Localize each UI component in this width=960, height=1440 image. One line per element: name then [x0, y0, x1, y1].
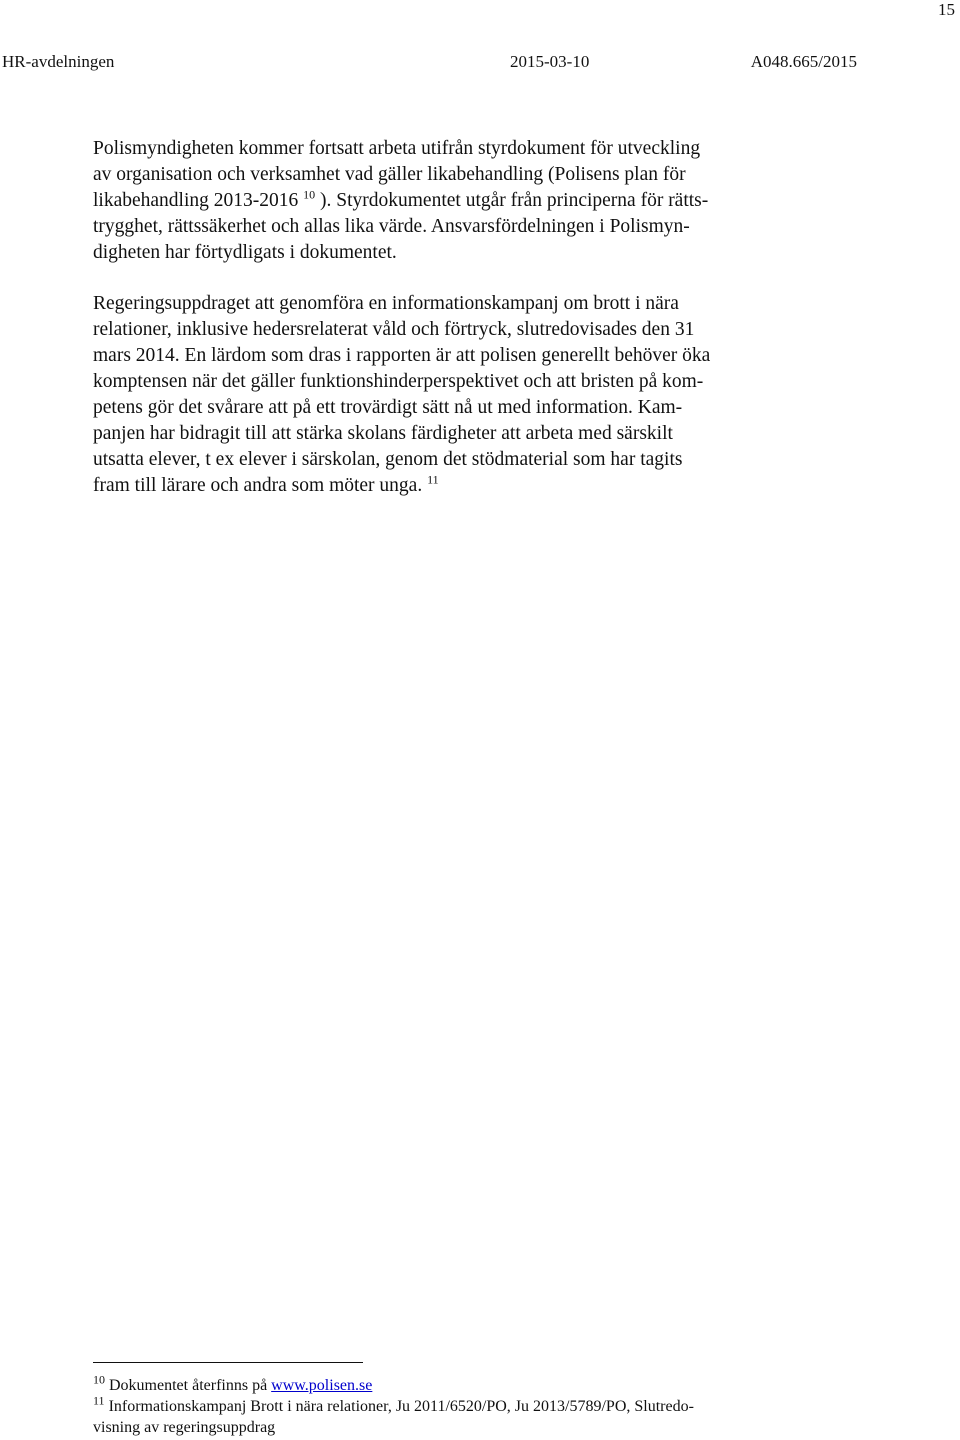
- document-header: [0, 50, 960, 74]
- footnote-10-number: 10: [93, 1372, 105, 1387]
- header-date: 2015-03-10: [510, 52, 590, 71]
- polisen-link[interactable]: www.polisen.se: [271, 1377, 373, 1394]
- paragraph-1-text-after: ). Styrdokumentet utgår från principerna för rätts- trygghet, rättssäkerhet och allas lika värde. Ansvarsfördelningen i Polismyn- digheten har förtydligats i dokumentet.: [93, 190, 709, 263]
- paragraph-1: [93, 136, 823, 266]
- paragraph-1-text-before: Polismyndigheten kommer fortsatt arbeta utifrån styrdokument för utveckling av organisation och verksamhet vad gäller likabehandling (Polisens plan för likabehandling 2013-2016: [93, 138, 701, 211]
- paragraph-1-text: [93, 136, 823, 266]
- header-department: HR-avdelningen: [2, 52, 115, 71]
- footnote-10: [93, 1372, 813, 1396]
- footnote-11-number: 11: [93, 1393, 105, 1408]
- footnotes-section: [93, 1372, 813, 1438]
- page-number: 15: [938, 0, 955, 19]
- footnote-ref-10: 10: [303, 187, 316, 202]
- paragraph-2-text-before: Regeringsuppdraget att genomföra en informationskampanj om brott i nära relationer, inklusive hedersrelaterat våld och förtryck, slutredovisades den 31 mars 2014. En lärdom som dras i rapporten är att polisen generellt behöver öka komptensen när det gäller funktionshinderperspektivet och att bristen på kom- petens gör det svårare att på ett trovärdigt sätt nå ut med information. Kam- panjen har bidragit till att stärka skolans färdigheter att arbeta med särskilt utsatta elever, t ex elever i särskolan, genom det stödmaterial som har tagits fram till lärare och andra som möter unga.: [93, 293, 711, 496]
- footnote-11-text: Informationskampanj Brott i nära relationer, Ju 2011/6520/PO, Ju 2013/5789/PO, Slutredo- visning av regeringsuppdrag: [93, 1398, 694, 1436]
- footnote-ref-11: 11: [427, 472, 439, 487]
- footnote-10-text: Dokumentet återfinns på: [105, 1377, 272, 1394]
- footnote-11: [93, 1393, 813, 1438]
- paragraph-2: [93, 291, 823, 499]
- paragraph-2-text: [93, 291, 823, 499]
- footnote-divider: [93, 1362, 363, 1363]
- header-reference: A048.665/2015: [750, 52, 857, 71]
